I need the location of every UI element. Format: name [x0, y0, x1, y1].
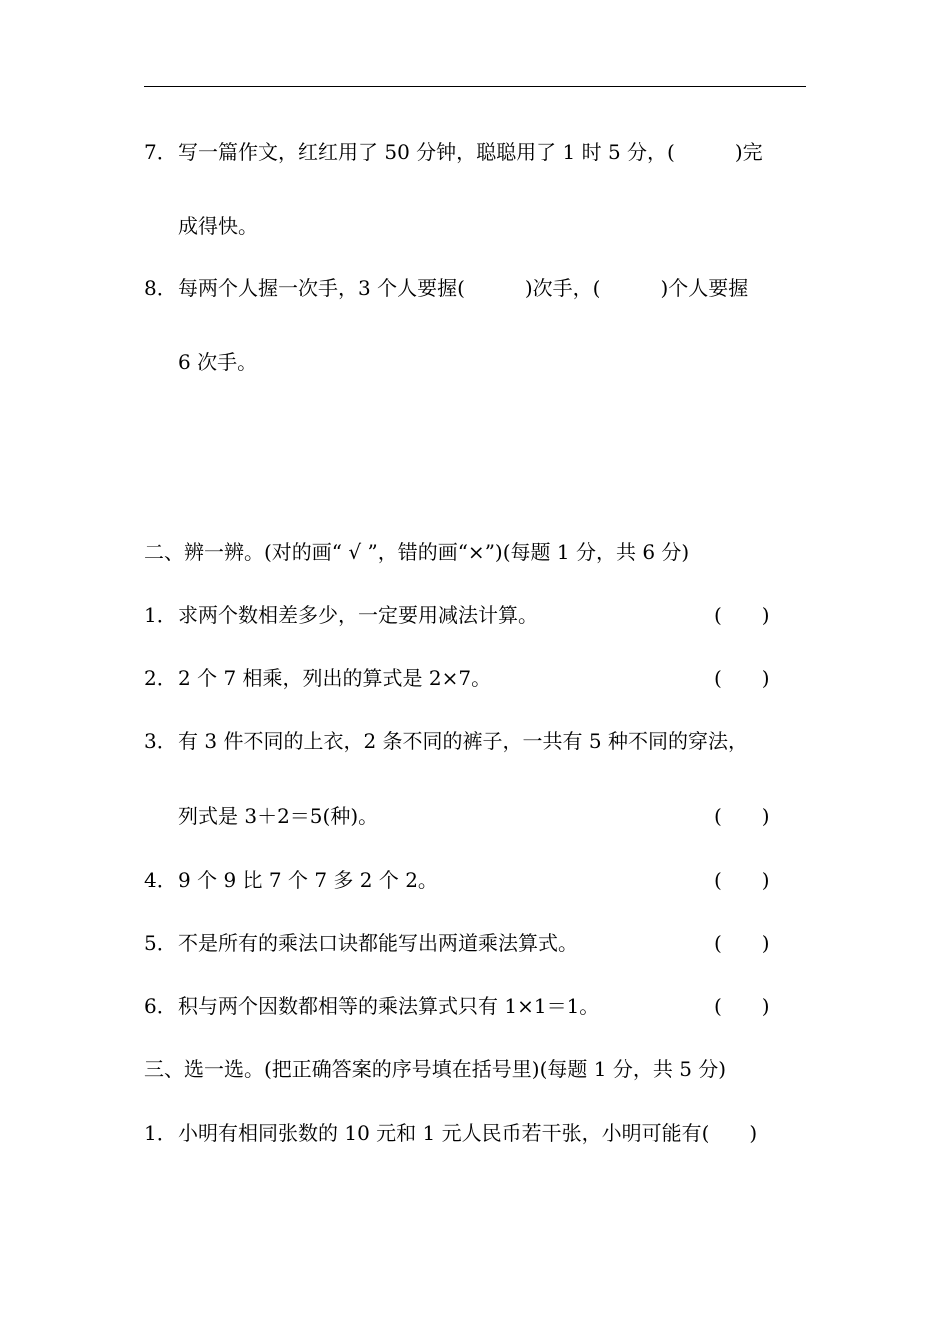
s2-item2-answer-paren[interactable]: ( ) — [714, 666, 770, 690]
s2-item4-answer-paren[interactable]: ( ) — [714, 868, 770, 892]
s2-item3-text-line2: 列式是 3＋2＝5(种)。 — [178, 804, 379, 828]
section2-heading: 二、辨一辨。(对的画“ √ ”，错的画“×”)(每题 1 分，共 6 分) — [144, 540, 690, 564]
s2-item1-number: 1． — [144, 603, 177, 627]
q7-text-line2: 成得快。 — [178, 214, 258, 238]
header-rule — [144, 86, 806, 87]
q8-text-line2: 6 次手。 — [178, 350, 258, 374]
s2-item5-number: 5． — [144, 931, 177, 955]
s2-item5-text: 不是所有的乘法口诀都能写出两道乘法算式。 — [178, 931, 578, 955]
q7-text-line1: 写一篇作文，红红用了 50 分钟，聪聪用了 1 时 5 分，( )完 — [178, 140, 763, 164]
q8-number: 8． — [144, 276, 177, 300]
s2-item2-text: 2 个 7 相乘，列出的算式是 2×7。 — [178, 666, 492, 690]
s2-item6-answer-paren[interactable]: ( ) — [714, 994, 770, 1018]
s2-item3-text: 有 3 件不同的上衣，2 条不同的裤子，一共有 5 种不同的穿法， — [178, 729, 748, 753]
s3-item1-number: 1． — [144, 1121, 177, 1145]
s2-item6-text: 积与两个因数都相等的乘法算式只有 1×1＝1。 — [178, 994, 600, 1018]
s2-item1-answer-paren[interactable]: ( ) — [714, 603, 770, 627]
q8-text-line1: 每两个人握一次手，3 个人要握( )次手，( )个人要握 — [178, 276, 749, 300]
s2-item1-text: 求两个数相差多少，一定要用减法计算。 — [178, 603, 538, 627]
s2-item2-number: 2． — [144, 666, 177, 690]
s2-item5-answer-paren[interactable]: ( ) — [714, 931, 770, 955]
section3-heading: 三、选一选。(把正确答案的序号填在括号里)(每题 1 分，共 5 分) — [144, 1057, 727, 1081]
s2-item3-number: 3． — [144, 729, 177, 753]
s2-item6-number: 6． — [144, 994, 177, 1018]
q7-number: 7． — [144, 140, 177, 164]
s2-item3-answer-paren[interactable]: ( ) — [714, 804, 770, 828]
s3-item1-text: 小明有相同张数的 10 元和 1 元人民币若干张，小明可能有( ) — [178, 1121, 758, 1145]
s2-item4-number: 4． — [144, 868, 177, 892]
s2-item4-text: 9 个 9 比 7 个 7 多 2 个 2。 — [178, 868, 438, 892]
